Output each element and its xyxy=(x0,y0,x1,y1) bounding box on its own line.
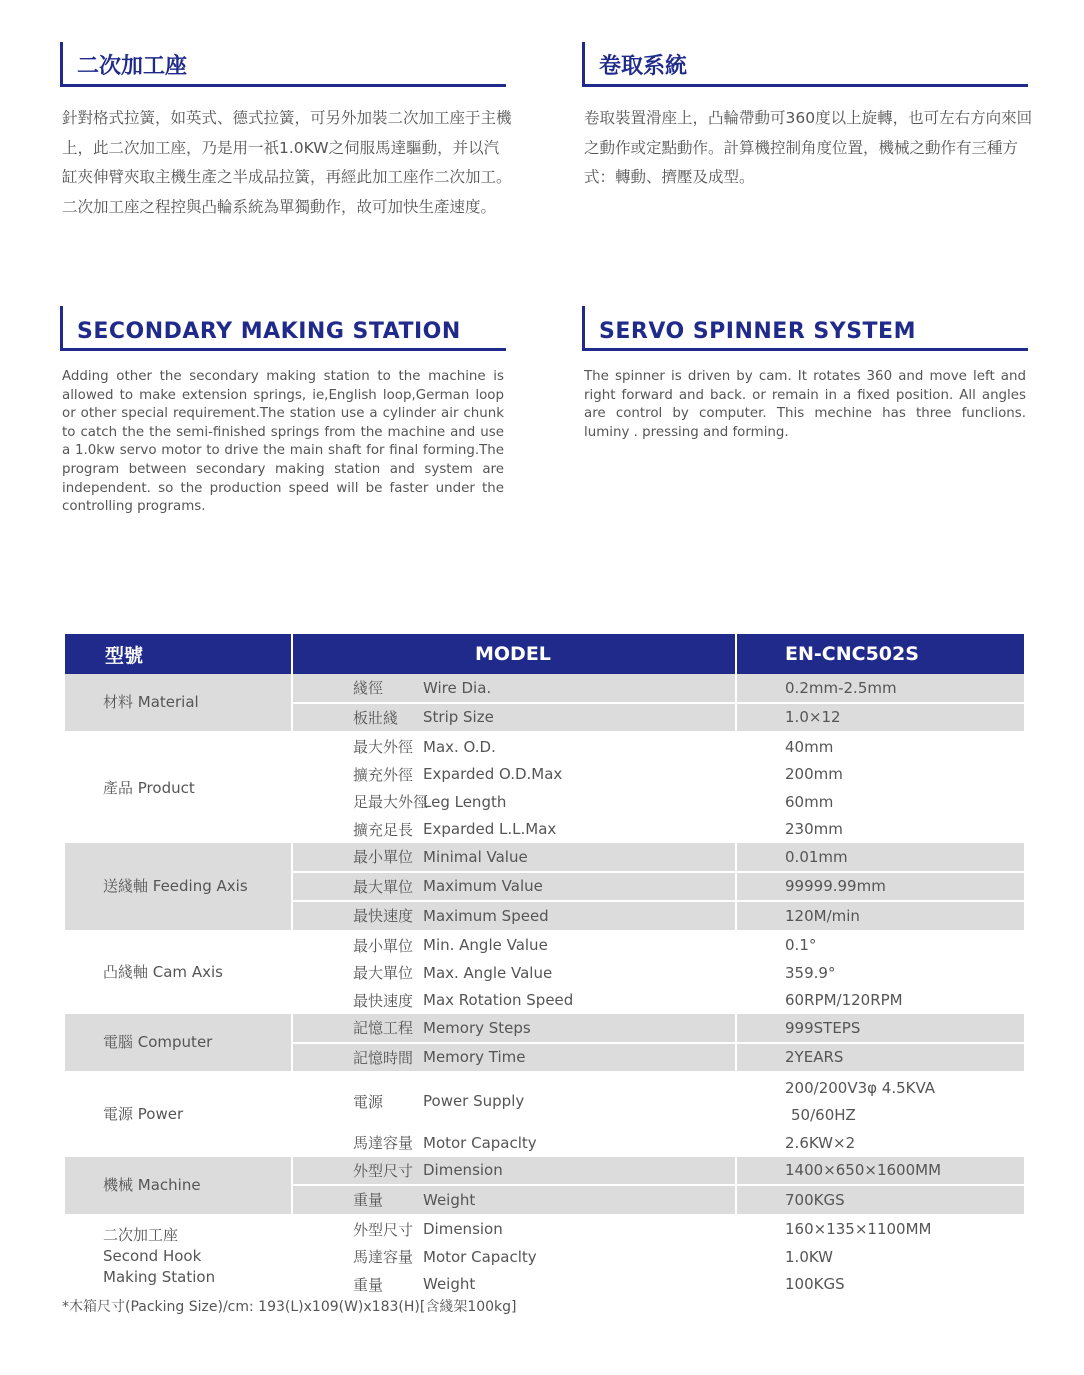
spec-name-en: Memory Time xyxy=(423,1044,737,1074)
spec-name-en: Motor Capaclty xyxy=(423,1133,537,1152)
spec-value-line: 50/60HZ xyxy=(791,1105,856,1124)
group-label: 電源 Power xyxy=(103,1105,184,1124)
spec-name-en: Exparded L.L.Max xyxy=(423,820,557,839)
spec-name-zh: 最大外徑 xyxy=(353,738,414,757)
spec-name-zh: 最小單位 xyxy=(353,936,414,955)
spec-name-en: Dimension xyxy=(423,1157,737,1187)
header-model-value: EN-CNC502S xyxy=(737,634,1024,674)
spec-value: 100KGS xyxy=(785,1275,845,1294)
zh-left-paragraph: 針對格式拉簧，如英式、德式拉簧，可另外加裝二次加工座于主機上，此二次加工座，乃是用一祇1.0KW之伺服馬達驅動，并以汽缸夾伸臂夾取主機生產之半成品拉簧，再經此加工座作二次加工。二次加工座之程控與凸輪系統為單獨動作，故可加快生產速度。 xyxy=(62,109,512,216)
spec-name-en: Min. Angle Value xyxy=(423,936,548,955)
table-row xyxy=(65,1073,1024,1129)
group-label: 電腦 Computer xyxy=(65,1014,293,1073)
spec-name-zh: 擴充足長 xyxy=(353,820,414,839)
spec-value: 40mm xyxy=(785,737,834,756)
group-label: 凸綫軸 Cam Axis xyxy=(103,963,223,982)
spec-name-zh: 外型尺寸 xyxy=(353,1220,414,1239)
spec-name-zh: 最快速度 xyxy=(293,902,423,932)
group-label: 二次加工座 Second Hook Making Station xyxy=(103,1226,216,1287)
spec-value: 160×135×1100MM xyxy=(785,1220,932,1239)
spec-name-en: Minimal Value xyxy=(423,843,737,873)
spec-name-en: Weight xyxy=(423,1186,737,1216)
spec-value xyxy=(737,1073,1024,1129)
zh-right-header xyxy=(582,42,1028,87)
spec-name-en: Memory Steps xyxy=(423,1014,737,1044)
zh-left-header xyxy=(60,42,506,87)
table-row xyxy=(65,674,1024,704)
spec-name-en: Motor Capaclty xyxy=(423,1247,537,1266)
spec-value: 1.0×12 xyxy=(737,704,1024,734)
spec-name-zh: 綫徑 xyxy=(293,674,423,704)
group-label: 機械 Machine xyxy=(65,1157,293,1216)
group-label: 送綫軸 Feeding Axis xyxy=(65,843,293,932)
spec-value: 99999.99mm xyxy=(737,873,1024,903)
spec-name-zh: 足最大外徑 xyxy=(353,793,429,812)
header-model-zh: 型號 xyxy=(65,634,293,674)
spec-name-zh: 擴充外徑 xyxy=(353,765,414,784)
zh-right-paragraph: 卷取裝置滑座上，凸輪帶動可360度以上旋轉，也可左右方向來回之動作或定點動作。計算機控制角度位置，機械之動作有三種方式：轉動、擠壓及成型。 xyxy=(584,109,1033,186)
spec-value: 2YEARS xyxy=(737,1044,1024,1074)
spec-name-zh: 重量 xyxy=(293,1186,423,1216)
spec-name-en: Max. Angle Value xyxy=(423,963,553,982)
spec-name-en: Max. O.D. xyxy=(423,737,496,756)
spec-value: 2.6KW×2 xyxy=(785,1133,856,1152)
spec-name-zh: 馬達容量 xyxy=(353,1248,414,1267)
spec-value: 359.9° xyxy=(785,963,836,982)
spec-value: 1400×650×1600MM xyxy=(737,1157,1024,1187)
table-row xyxy=(65,1014,1024,1044)
spec-name-en: Wire Dia. xyxy=(423,674,737,704)
spec-value: 200mm xyxy=(785,765,843,784)
zh-right-title: 卷取系統 xyxy=(599,54,688,79)
spec-name-zh: 重量 xyxy=(353,1275,384,1294)
en-right-paragraph: The spinner is driven by cam. It rotates 360 and move left and right forward and back. or remain in a fixed position. All angles are control by computer. This mechine has three funclions. luminy . pressing and forming. xyxy=(584,369,1026,440)
en-left-header xyxy=(60,306,506,351)
spec-name-en: Maximum Speed xyxy=(423,902,737,932)
spec-name-en: Power Supply xyxy=(423,1092,525,1110)
spec-table xyxy=(65,634,1024,1298)
en-left-title: SECONDARY MAKING STATION xyxy=(77,319,461,344)
spec-name-zh: 最大單位 xyxy=(293,873,423,903)
spec-name-en: Dimension xyxy=(423,1220,503,1239)
table-row xyxy=(65,1216,1024,1244)
table-row xyxy=(65,733,1024,761)
zh-left-title: 二次加工座 xyxy=(77,54,188,79)
en-right-title: SERVO SPINNER SYSTEM xyxy=(599,319,916,344)
spec-value: 120M/min xyxy=(737,902,1024,932)
group-label: 材料 Material xyxy=(65,674,293,733)
spec-value: 0.01mm xyxy=(737,843,1024,873)
spec-value: 700KGS xyxy=(737,1186,1024,1216)
spec-name-zh: 記憶工程 xyxy=(293,1014,423,1044)
table-row xyxy=(65,932,1024,960)
spec-value: 60mm xyxy=(785,792,834,811)
spec-name-en: Maximum Value xyxy=(423,873,737,903)
spec-name-en: Exparded O.D.Max xyxy=(423,765,563,784)
spec-name-zh: 記憶時間 xyxy=(293,1044,423,1074)
spec-value: 0.1° xyxy=(785,936,817,955)
spec-name-en: Leg Length xyxy=(423,792,507,811)
group-label: 產品 Product xyxy=(103,778,195,797)
spec-value-line: 200/200V3φ 4.5KVA xyxy=(785,1078,936,1097)
spec-name-en: Weight xyxy=(423,1275,476,1294)
spec-name-zh: 電源 xyxy=(353,1092,384,1111)
en-left-paragraph: Adding other the secondary making station to the machine is allowed to make extension springs, ie,English loop,German loop or other special requirement.The station use a cylinder air chunk to catch the the semi-finished springs from the machine and use a 1.0kw servo motor to drive the main shaft for final forming.The program between secondary making station and system are independent. so the production speed will be faster under the controlling programs. xyxy=(62,369,504,515)
spec-value: 60RPM/120RPM xyxy=(785,991,903,1010)
spec-name-zh: 最大單位 xyxy=(353,964,414,983)
header-model-en: MODEL xyxy=(293,634,737,674)
spec-value: 999STEPS xyxy=(737,1014,1024,1044)
table-row xyxy=(65,1157,1024,1187)
spec-value: 230mm xyxy=(785,820,843,839)
spec-value: 1.0KW xyxy=(785,1247,834,1266)
spec-value: 0.2mm-2.5mm xyxy=(737,674,1024,704)
table-row xyxy=(65,843,1024,873)
spec-name-zh: 外型尺寸 xyxy=(293,1157,423,1187)
spec-name-zh: 馬達容量 xyxy=(353,1134,414,1153)
spec-name-en: Strip Size xyxy=(423,704,737,734)
spec-name-zh: 最小單位 xyxy=(293,843,423,873)
en-right-header xyxy=(582,306,1028,351)
packing-note: *木箱尺寸(Packing Size)/cm: 193(L)x109(W)x183(H)[含綫架100kg] xyxy=(62,1299,517,1315)
spec-name-en: Max Rotation Speed xyxy=(423,991,574,1010)
spec-name-zh: 最快速度 xyxy=(353,991,414,1010)
spec-table-header xyxy=(65,634,1024,674)
spec-name-zh: 板壯綫 xyxy=(293,704,423,734)
